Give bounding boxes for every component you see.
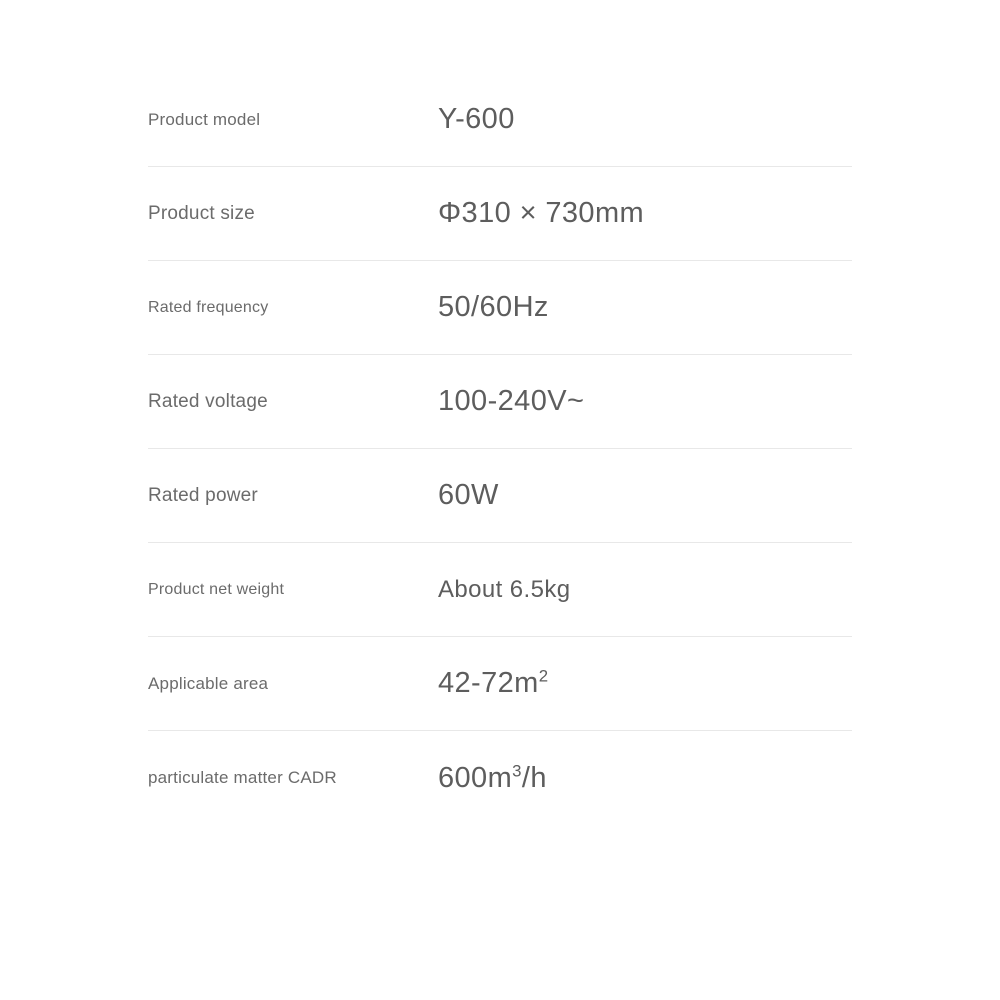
specification-table [148, 73, 852, 825]
table-row [148, 543, 852, 637]
spec-value [438, 385, 852, 418]
spec-label: Product size [148, 202, 255, 224]
spec-value [438, 103, 852, 136]
spec-value [438, 479, 852, 512]
table-row [148, 355, 852, 449]
table-row [148, 167, 852, 261]
table-row [148, 449, 852, 543]
table-row [148, 261, 852, 355]
spec-label: Applicable area [148, 673, 269, 693]
spec-value-text: About 6.5kg [438, 575, 571, 603]
spec-value-text: 50/60Hz [438, 291, 549, 323]
spec-label: Product net weight [148, 580, 285, 598]
spec-value-text: 100-240V~ [438, 385, 585, 417]
spec-value [438, 576, 852, 604]
spec-value-text: Φ310 × 730mm [438, 197, 645, 229]
spec-value [438, 197, 852, 230]
spec-label: particulate matter CADR [148, 768, 337, 787]
spec-label: Rated power [148, 484, 258, 506]
spec-value [438, 762, 852, 795]
spec-label: Rated voltage [148, 390, 268, 412]
table-row [148, 637, 852, 731]
spec-value [438, 667, 852, 700]
table-row [148, 731, 852, 825]
spec-value [438, 291, 852, 324]
spec-value-text: 600m [438, 761, 513, 794]
spec-value-superscript: 2 [538, 666, 549, 686]
spec-value-suffix: /h [521, 761, 547, 794]
spec-label: Rated frequency [148, 298, 269, 316]
table-row [148, 73, 852, 167]
spec-value-text: 60W [438, 479, 499, 511]
spec-value-text: Y-600 [438, 103, 515, 135]
spec-label: Product model [148, 109, 261, 129]
spec-value-text: 42-72m [438, 667, 539, 699]
spec-value-superscript: 3 [512, 760, 522, 780]
